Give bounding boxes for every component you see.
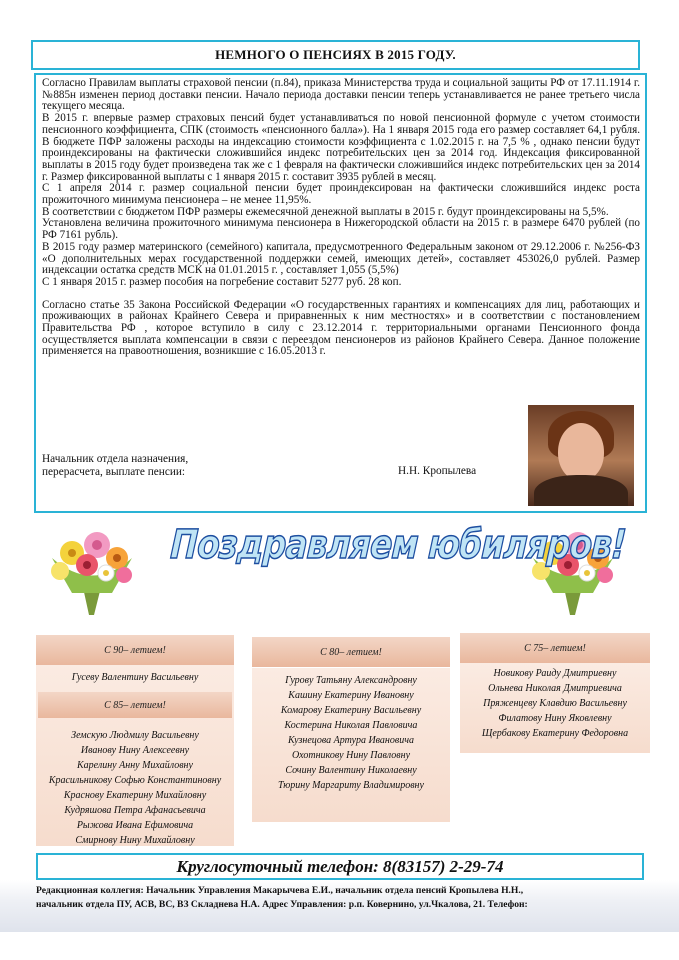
- article-paragraph: С 1 января 2015 г. размер пособия на погребение составит 5277 руб. 28 коп.: [42, 275, 402, 288]
- group-header-75: С 75– летием!: [460, 633, 650, 663]
- signature-title-line: Начальник отдела назначения,: [42, 453, 189, 465]
- article-paragraph: В 2015 году размер материнского (семейного) капитала, предусмотренного Федеральным законом от 29.12.2006 г. №256-ФЗ «О дополнительных мерах государственной поддержки семей, имеющих детей», составляет 453026,0 рублей. Размер индексации остатка средств МСК на 01.01.2015 г. , составляет 1,055 (5,5%): [42, 240, 640, 277]
- list-item: Гусеву Валентину Васильевну: [71, 672, 199, 683]
- signature-block: [42, 453, 188, 478]
- list-item: Сочину Валентину Николаевну: [285, 765, 417, 776]
- editorial-footer: [36, 884, 644, 912]
- footer-line: начальник отдела ПУ, АСВ, ВС, ВЗ Складнева Н.А. Адрес Управления: р.п. Ковернино, ул.Чкалова, 21. Телефон:: [36, 899, 528, 910]
- greeting-heading: Поздравляем юбиляров!: [169, 522, 627, 568]
- article-paragraph: В 2015 г. впервые размер страховых пенсий будет устанавливаться по новой пенсионной формуле с учетом стоимости пенсионного коэффициента, СПК (стоимость «пенсионного балла»). На 1 января 2015 года его размер составляет 64,1 рубля. В бюджете ПФР заложены расходы на индексацию стоимости коэффициента с 1.02.2015 г. на 7,5 % , однако пенсии будут проиндексированы на фактически сложившийся индекс потребительских цен за 2014 год. Индексация фиксированной выплаты в 2015 году будет произведена так же с 1 февраля на фактически сложившийся индекс потребительских цен за 2014 г. Размер фиксированной выплаты с 1 января 2015 г. составит 3935 рублей в месяц.: [42, 112, 640, 183]
- group-header-90: С 90– летием!: [36, 635, 234, 665]
- flower-bouquet-icon: [42, 523, 142, 618]
- group-header-85: С 85– летием!: [38, 692, 232, 718]
- article-paragraph: Установлена величина прожиточного минимума пенсионера в Нижегородской области на 2015 г. в размере 6470 рублей (по РФ 7161 рубль).: [42, 217, 640, 242]
- list-item: Краснову Екатерину Михайловну: [63, 790, 207, 801]
- group-list-80: [252, 673, 450, 793]
- footer-line: Редакционная коллегия: Начальник Управления Макарычева Е.И., начальник отдела пенсий Кропылева Н.Н.,: [36, 885, 524, 896]
- list-item: Щербакову Екатерину Федоровна: [481, 728, 629, 739]
- article-paragraph: В соответствии с бюджетом ПФР размеры ежемесячной денежной выплаты в 2015 г. будут проиндексированы на 5,5%.: [42, 205, 609, 218]
- list-item: Иванову Нину Алексеевну: [80, 745, 190, 756]
- article-paragraph: Согласно Правилам выплаты страховой пенсии (п.84), приказа Министерства труда и социальной защиты РФ от 17.11.1914 г. №885н изменен период доставки пенсии. Начало периода доставки пенсии теперь устанавливается не ранее третьего числа текущего месяца.: [42, 77, 640, 113]
- list-item: Кудряшова Петра Афанасьевича: [64, 805, 206, 816]
- list-item: Смирнову Нину Михайловну: [75, 835, 195, 846]
- list-item: Охотникову Нину Павловну: [291, 750, 411, 761]
- list-item: Комарову Екатерину Васильевну: [280, 705, 422, 716]
- signature-title-line: перерасчета, выплате пенсии:: [42, 465, 186, 478]
- group-list-85: [36, 728, 234, 848]
- article-paragraph: С 1 апреля 2014 г. размер социальной пенсии будет проиндексирован на фактически сложившийся индекс роста прожиточного минимума пенсионера – не менее 11,95%.: [42, 182, 640, 207]
- list-item: Гурову Татьяну Александровну: [285, 675, 417, 686]
- list-item: Тюрину Маргариту Владимировну: [278, 780, 424, 791]
- list-item: Ольнева Николая Дмитриевича: [488, 683, 622, 694]
- list-item: Рыжова Ивана Ефимовича: [76, 820, 194, 831]
- article-paragraph: Согласно статье 35 Закона Российской Федерации «О государственных гарантиях и компенсациях для лиц, работающих и проживающих в районах Крайнего Севера и приравненных к ним местностях» и в соответствии с постановлением Правительства РФ , которое вступило в силу с 23.12.2014 г. территориальными органами Пенсионного фонда осуществляется выплата компенсации в связи с переездом пенсионеров из районов Крайнего Севера. Данное положение применяется на правоотношения, возникшие с 16.05.2013 г.: [42, 298, 640, 358]
- page-title: НЕМНОГО О ПЕНСИЯХ В 2015 ГОДУ.: [215, 47, 456, 62]
- signature-name: Н.Н. Кропылева: [398, 465, 477, 477]
- group-list-90: [36, 670, 234, 685]
- list-item: Пряженцеву Клавдию Васильевну: [483, 698, 627, 709]
- group-header-80: С 80– летием!: [252, 637, 450, 667]
- phone-line: Круглосуточный телефон: 8(83157) 2-29-74: [176, 856, 504, 876]
- list-item: Новикову Раиду Дмитриевну: [493, 668, 617, 679]
- list-item: Кашину Екатерину Ивановну: [288, 690, 414, 701]
- list-item: Кузнецова Артура Ивановича: [287, 735, 415, 746]
- list-item: Земскую Людмилу Васильевну: [71, 730, 199, 741]
- author-photo: [528, 405, 634, 506]
- list-item: Красильникову Софью Константиновну: [48, 775, 222, 786]
- list-item: Костерина Николая Павловича: [284, 720, 418, 731]
- phone-box: [36, 853, 644, 880]
- group-list-75: [460, 666, 650, 741]
- title-box: [31, 40, 640, 70]
- list-item: Филатову Нину Яковлевну: [498, 713, 612, 724]
- list-item: Карелину Анну Михайловну: [77, 760, 193, 771]
